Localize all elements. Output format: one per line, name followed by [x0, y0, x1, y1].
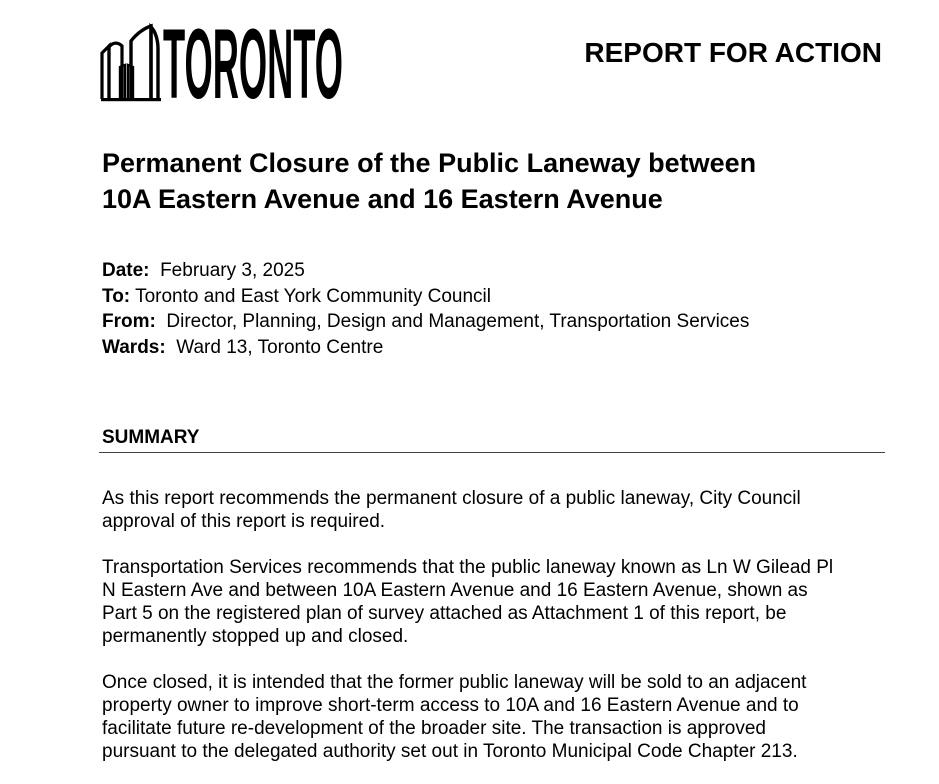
paragraph-line: As this report recommends the permanent closure of a public laneway, City Council: [102, 488, 801, 509]
summary-paragraph-1: [102, 487, 892, 533]
city-of-toronto-logo: [101, 8, 346, 120]
report-title: [102, 145, 892, 217]
meta-from: [102, 309, 749, 335]
meta-wards-label: Wards:: [102, 336, 166, 358]
summary-paragraph-2: [102, 556, 892, 648]
paragraph-line: N Eastern Ave and between 10A Eastern Avenue and 16 Eastern Avenue, shown as: [102, 580, 808, 601]
paragraph-line: pursuant to the delegated authority set out in Toronto Municipal Code Chapter 213.: [102, 741, 798, 762]
paragraph-line: Once closed, it is intended that the former public laneway will be sold to an adjacent: [102, 672, 807, 693]
summary-paragraph-3: [102, 671, 892, 763]
meta-wards-value: Ward 13, Toronto Centre: [176, 336, 384, 358]
paragraph-line: Transportation Services recommends that the public laneway known as Ln W Gilead Pl: [102, 557, 834, 578]
report-title-line: 10A Eastern Avenue and 16 Eastern Avenue: [102, 184, 663, 214]
meta-from-value: Director, Planning, Design and Management, Transportation Services: [166, 311, 750, 332]
paragraph-line: Part 5 on the registered plan of survey attached as Attachment 1 of this report, be: [102, 603, 787, 624]
logo-wordmark: TORONTO: [163, 8, 343, 120]
meta-date-label: Date:: [102, 260, 150, 281]
city-hall-towers-icon: [101, 8, 346, 120]
report-metadata: [102, 258, 749, 360]
meta-wards: [102, 335, 749, 361]
meta-to-label: To:: [102, 285, 131, 307]
paragraph-line: facilitate future re-development of the broader site. The transaction is approved: [102, 718, 766, 739]
meta-to: [102, 284, 749, 310]
meta-from-label: From:: [102, 311, 156, 332]
meta-date: [102, 258, 749, 284]
report-title-line: Permanent Closure of the Public Laneway between: [102, 148, 757, 178]
report-type-heading: REPORT FOR ACTION: [584, 37, 882, 68]
paragraph-line: property owner to improve short-term access to 10A and 16 Eastern Avenue and to: [102, 695, 799, 716]
meta-to-value: Toronto and East York Community Council: [135, 285, 491, 307]
summary-heading: SUMMARY: [102, 427, 200, 448]
meta-date-value: February 3, 2025: [160, 260, 305, 281]
section-divider: [99, 452, 885, 453]
paragraph-line: approval of this report is required.: [102, 511, 386, 532]
paragraph-line: permanently stopped up and closed.: [102, 626, 409, 647]
